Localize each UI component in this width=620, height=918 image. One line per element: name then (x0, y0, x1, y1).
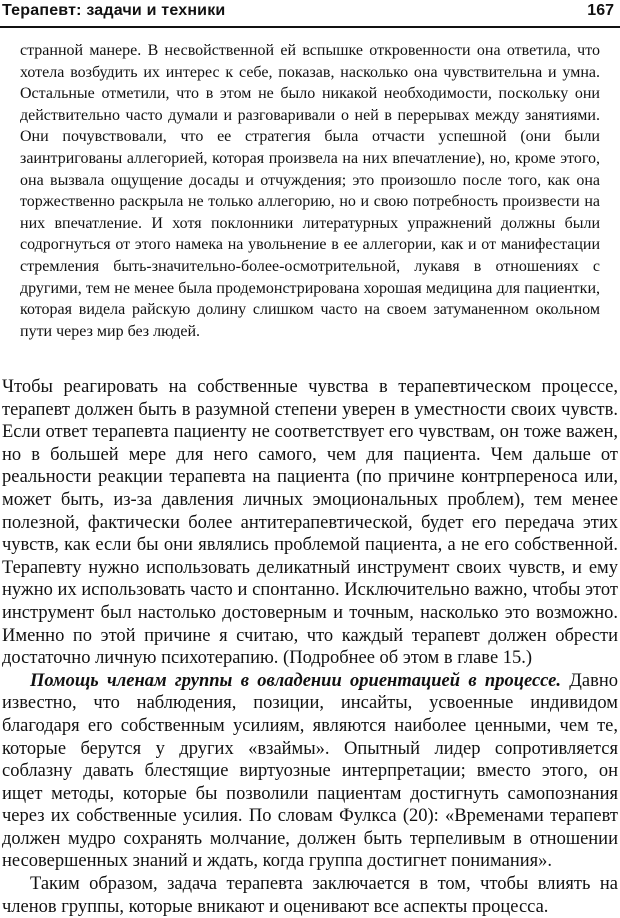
running-title: Терапевт: задачи и техники (2, 2, 226, 19)
paragraph-process-orientation (2, 670, 618, 873)
page-header (0, 0, 620, 28)
paragraph-feelings: Чтобы реагировать на собственные чувства в терапевтическом процессе, терапевт должен быть в разумной степени уверен в уместности своих чувств. Если ответ терапевта пациенту не соответствует его чувствам, он тоже важен, но в большей мере для него самого, чем для пациента. Чем дальше от реальности реакции терапевта на пациента (по причине контрпереноса или, может быть, из-за давления личных эмоциональных проблем), тем менее полезной, фактически более антитерапевтической, будет его передача этих чувств, как если бы они являлись проблемой пациента, а не его собственной. Терапевту нужно использовать деликатный инструмент своих чувств, и ему нужно их использовать часто и спонтанно. Исключительно важно, чтобы этот инструмент был настолько достоверным и точным, насколько это возможно. Именно по этой причине я считаю, что каждый терапевт должен обрести достаточно личную психотерапию. (Подробнее об этом в главе 15.) (2, 377, 618, 669)
page-number: 167 (587, 2, 614, 19)
paragraph-conclusion: Таким образом, задача терапевта заключается в том, чтобы влиять на членов группы, которые вникают и оценивают все аспекты процесса. (2, 874, 618, 917)
paragraph-process-text: Давно известно, что наблюдения, позиции, инсайты, усвоенные индивидом благодаря его собственным усилиям, являются наиболее ценными, чем те, которые берутся у других «взаймы». Опытный лидер сопротивляется соблазну давать блестящие виртуозные интерпретации; вместо этого, он ищет методы, которые бы позволили пациентам достигнуть самопознания через их собственные усилия. По словам Фулкса (20): «Временами терапевт должен мудро сохранять молчание, должен быть терпеливым в отношении несовершенных знаний и ждать, когда группа достигнет понимания». (2, 670, 619, 872)
case-excerpt: странной манере. В несвойственной ей вспышке откровенности она ответила, что хотела возбудить их интерес к себе, показав, насколько она чувствительна и умна. Остальные отметили, что в этом не было никакой необходимости, поскольку они действительно часто думали и разговаривали о ней в перерывах между занятиями. Они почувствовали, что ее стратегия была отчасти успешной (они были заинтригованы аллегорией, которая произвела на них впечатление), но, кроме этого, она вызвала ощущение досады и отчуждения; это произошло после того, как она торжественно раскрыла не только аллегорию, но и свою потребность произвести на них впечатление. И хотя поклонники литературных упражнений должны были содрогнуться от этого намека на увольнение в ее аллегории, как и от манифестации стремления быть-значительно-более-осмотрительной, лукавя в отношениях с другими, тем не менее была продемонстрирована хорошая медицина для пациентки, которая видела райскую долину слишком часто на своем затуманенном окольном пути через мир без людей. (20, 42, 600, 340)
section-lead-in: Помощь членам группы в овладении ориентацией в процессе. (30, 670, 561, 691)
main-text (2, 376, 618, 918)
